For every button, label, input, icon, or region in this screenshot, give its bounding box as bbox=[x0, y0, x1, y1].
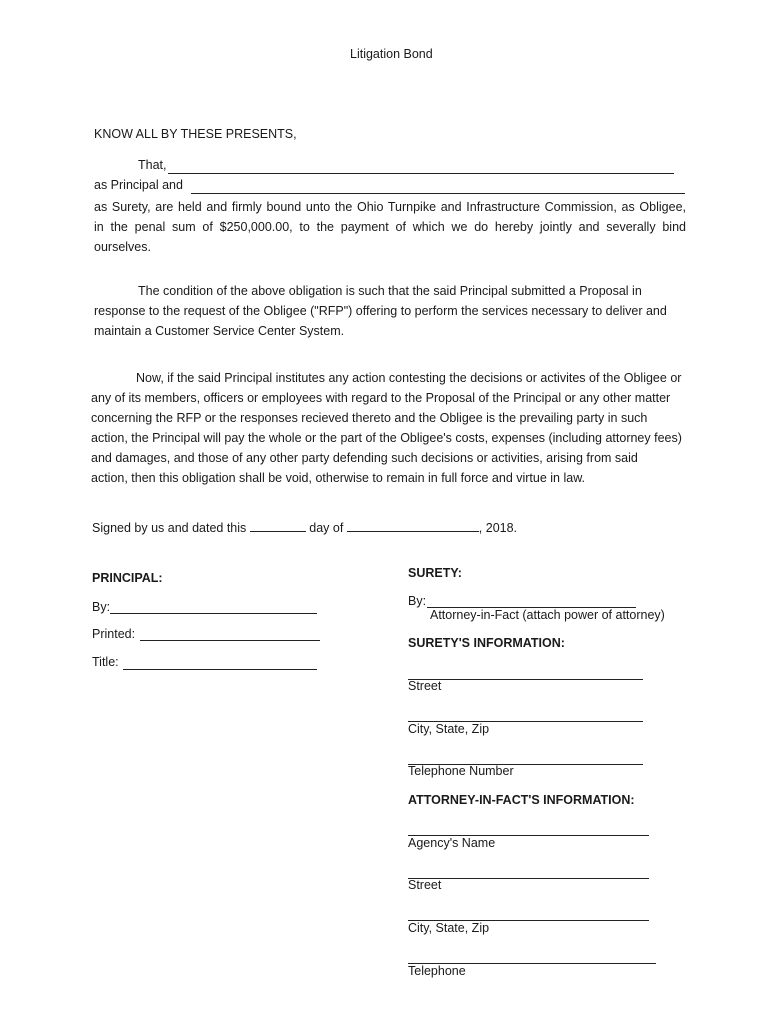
now-clause-line-5: and damages, and those of any other party defending such decisions or activities, arising from said bbox=[91, 451, 638, 465]
that-blank-line[interactable] bbox=[168, 173, 674, 174]
condition-line-1: The condition of the above obligation is such that the said Principal submitted a Proposal in bbox=[138, 284, 642, 298]
surety-heading: SURETY: bbox=[408, 566, 462, 580]
attorney-info-heading: ATTORNEY-IN-FACT'S INFORMATION: bbox=[408, 793, 635, 807]
signed-year: , 2018. bbox=[478, 521, 518, 535]
signed-line bbox=[92, 519, 517, 535]
principal-title-label: Title: bbox=[92, 655, 119, 669]
attorney-telephone-label: Telephone bbox=[408, 964, 466, 978]
principal-title-line[interactable] bbox=[123, 669, 317, 670]
principal-blank-line[interactable] bbox=[191, 193, 685, 194]
condition-line-3: maintain a Customer Service Center System. bbox=[94, 324, 345, 338]
now-clause-line-1: Now, if the said Principal institutes any action contesting the decisions or activites of the Obligee or bbox=[136, 371, 682, 385]
condition-line-2: response to the request of the Obligee ("RFP") offering to perform the services necessary to deliver and bbox=[94, 304, 667, 318]
attorney-agency-label: Agency's Name bbox=[408, 836, 496, 850]
principal-heading: PRINCIPAL: bbox=[92, 571, 163, 585]
that-label: That, bbox=[138, 158, 167, 172]
now-clause-line-6: action, then this obligation shall be void, otherwise to remain in full force and virtue in law. bbox=[91, 471, 586, 485]
surety-city-label: City, State, Zip bbox=[408, 722, 490, 736]
signed-month-blank[interactable] bbox=[347, 519, 479, 532]
surety-paragraph bbox=[94, 197, 686, 257]
principal-printed-label: Printed: bbox=[92, 627, 136, 641]
now-clause-line-4: action, the Principal will pay the whole or the part of the Obligee's costs, expenses (including attorney fees) bbox=[91, 431, 682, 445]
intro-heading: KNOW ALL BY THESE PRESENTS, bbox=[94, 127, 297, 141]
attorney-street-line[interactable] bbox=[408, 878, 649, 879]
signed-day-of: day of bbox=[309, 521, 344, 535]
surety-street-line[interactable] bbox=[408, 679, 643, 680]
surety-street-label: Street bbox=[408, 679, 442, 693]
surety-line-1: as Surety, are held and firmly bound unto the Ohio Turnpike and Infrastructure Commission, as Obligee, bbox=[94, 200, 686, 214]
principal-and-label: as Principal and bbox=[94, 178, 183, 192]
page-title: Litigation Bond bbox=[350, 47, 433, 61]
attorney-street-label: Street bbox=[408, 878, 442, 892]
now-clause-line-2: any of its members, officers or employees with regard to the Proposal of the Principal or any other matter bbox=[91, 391, 671, 405]
signed-prefix: Signed by us and dated this bbox=[92, 521, 247, 535]
now-clause-line-3: concerning the RFP or the responses recieved thereto and the Obligee is the prevailing party in such bbox=[91, 411, 648, 425]
attorney-in-fact-note: Attorney-in-Fact (attach power of attorney) bbox=[430, 608, 665, 622]
principal-printed-line[interactable] bbox=[140, 640, 320, 641]
principal-by-label: By: bbox=[92, 600, 111, 614]
principal-by-line[interactable] bbox=[110, 613, 317, 614]
surety-telephone-label: Telephone Number bbox=[408, 764, 514, 778]
surety-by-label: By: bbox=[408, 594, 427, 608]
signed-day-blank[interactable] bbox=[250, 519, 306, 532]
surety-line-2: in the penal sum of $250,000.00, to the payment of which we do hereby jointly and severally bind bbox=[94, 220, 686, 234]
surety-line-3: ourselves. bbox=[94, 240, 151, 254]
surety-info-heading: SURETY'S INFORMATION: bbox=[408, 636, 565, 650]
attorney-city-label: City, State, Zip bbox=[408, 921, 490, 935]
